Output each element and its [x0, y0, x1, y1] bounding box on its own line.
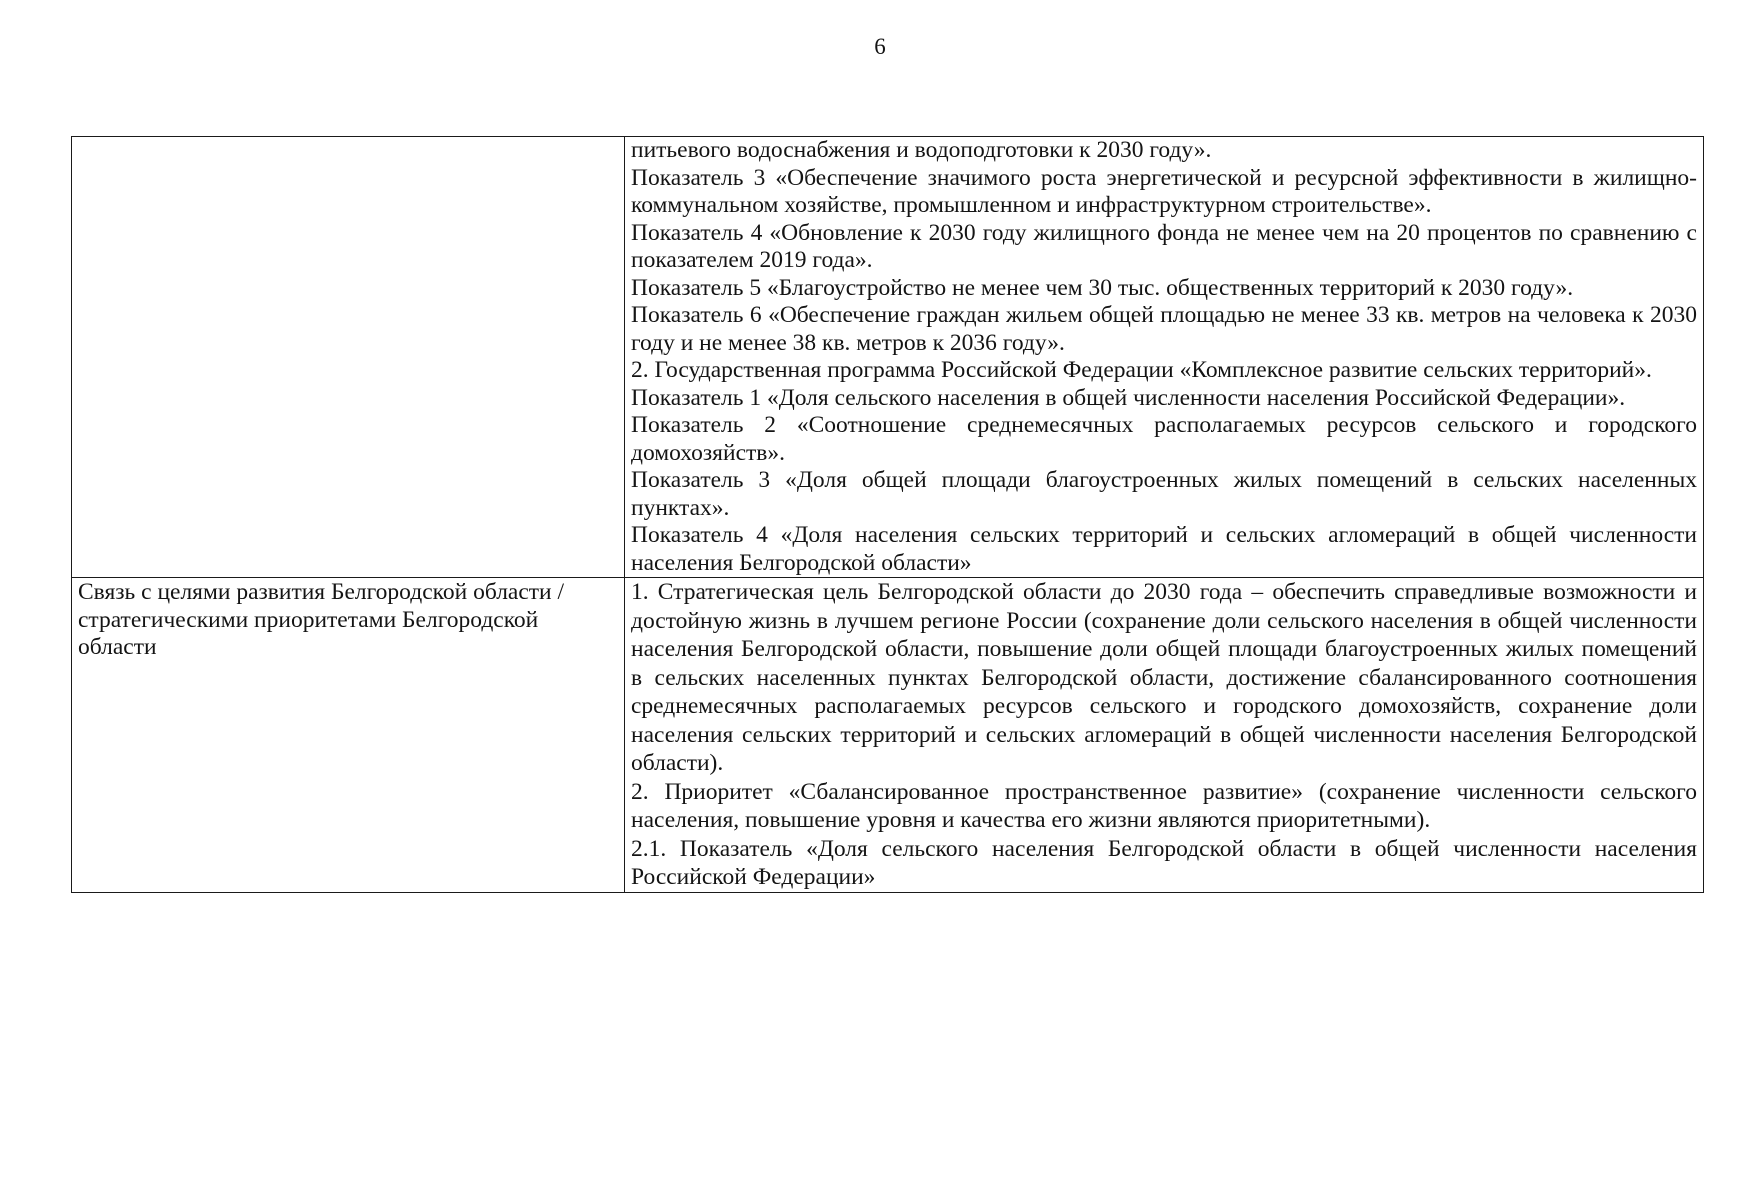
row2-paragraph: 2. Приоритет «Сбалансированное пространственное развитие» (сохранение численности сельского населения, повышение уровня и качества его жизни являются приоритетными).	[631, 778, 1697, 833]
row1-left-text	[78, 137, 618, 138]
row2-paragraph: 1. Стратегическая цель Белгородской области до 2030 года – обеспечить справедливые возможности и достойную жизнь в лучшем регионе России (сохранение доли сельского населения в общей численности населения Белгородской области, повышение доли общей площади благоустроенных жилых помещений в сельских населенных пунктах Белгородской области, достижение сбалансированного соотношения среднемесячных располагаемых ресурсов сельского и городского домохозяйств, сохранение доли населения сельских территорий и сельских агломераций в общей численности населения Белгородской области).	[631, 579, 1697, 776]
document-table	[71, 136, 1704, 893]
row1-paragraph: Показатель 1 «Доля сельского населения в общей численности населения Российской Федерации».	[631, 384, 1626, 411]
row1-paragraph: Показатель 5 «Благоустройство не менее чем 30 тыс. общественных территорий к 2030 году».	[631, 274, 1574, 301]
row1-paragraph: 2. Государственная программа Российской Федерации «Комплексное развитие сельских территорий».	[631, 357, 1652, 383]
row1-paragraph: Показатель 4 «Доля населения сельских территорий и сельских агломераций в общей численности населения Белгородской области»	[631, 522, 1697, 576]
table-cell-right	[625, 137, 1704, 578]
table-cell-left	[72, 578, 625, 893]
row1-paragraph: Показатель 4 «Обновление к 2030 году жилищного фонда не менее чем на 20 процентов по сравнению с показателем 2019 года».	[631, 219, 1697, 273]
table-row	[72, 578, 1704, 893]
row2-paragraph: 2.1. Показатель «Доля сельского населения Белгородской области в общей численности населения Российской Федерации»	[631, 835, 1697, 890]
row1-paragraph: Показатель 3 «Доля общей площади благоустроенных жилых помещений в сельских населенных пунктах».	[631, 467, 1697, 521]
table-cell-left-empty	[72, 137, 625, 578]
table-row	[72, 137, 1704, 578]
table-cell-right	[625, 578, 1704, 893]
row1-paragraph: питьевого водоснабжения и водоподготовки к 2030 году».	[631, 137, 1212, 163]
page-number: 6	[874, 34, 886, 59]
row1-paragraph: Показатель 3 «Обеспечение значимого роста энергетической и ресурсной эффективности в жилищно-коммунальном хозяйстве, промышленном и инфраструктурном строительстве».	[631, 164, 1697, 218]
row1-paragraph: Показатель 6 «Обеспечение граждан жильем общей площадью не менее 33 кв. метров на человека к 2030 году и не менее 38 кв. метров к 2036 году».	[631, 302, 1697, 356]
row2-left-text: Связь с целями развития Белгородской области / стратегическими приоритетами Белгородской области	[78, 579, 565, 660]
row1-paragraph: Показатель 2 «Соотношение среднемесячных располагаемых ресурсов сельского и городского домохозяйств».	[631, 412, 1697, 466]
